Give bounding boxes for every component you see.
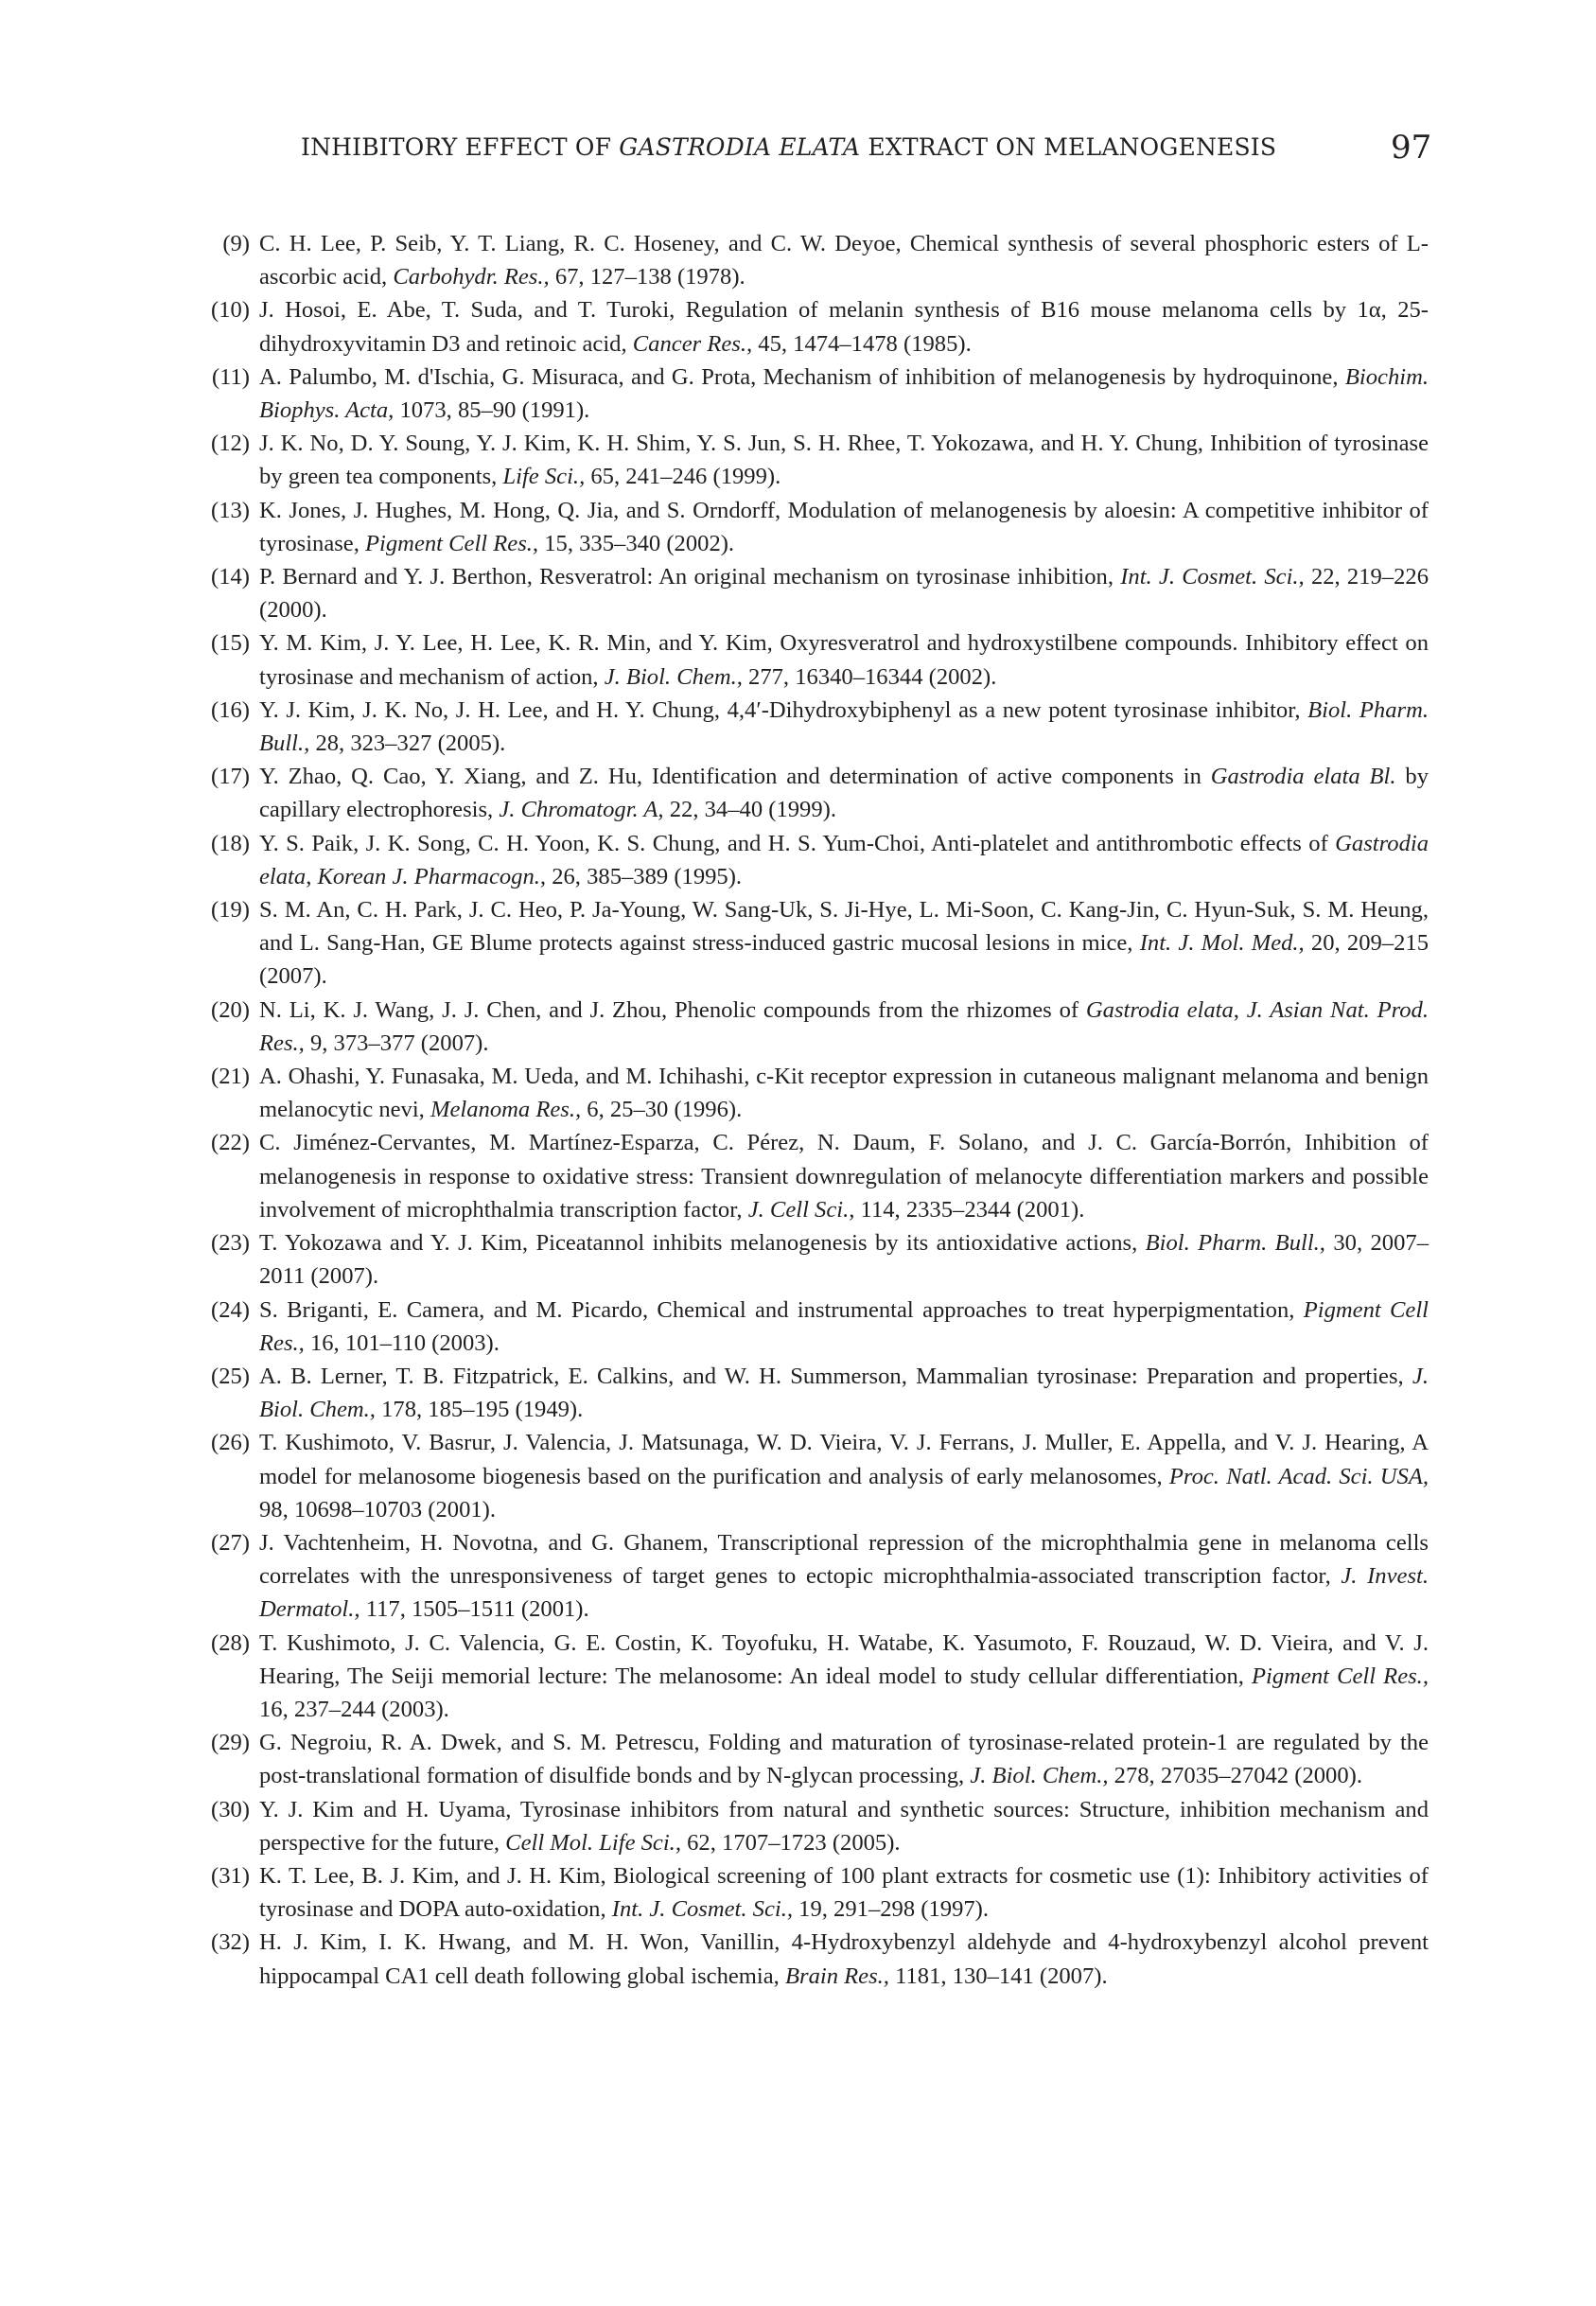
page-number: 97: [1391, 129, 1432, 167]
reference-number: (16): [211, 696, 250, 723]
reference-segment: 22, 34–40 (1999).: [663, 797, 836, 823]
reference-segment: 16, 101–110 (2003).: [304, 1329, 500, 1356]
reference-source: J. Cell Sci.,: [747, 1196, 855, 1223]
reference-segment: 30, 2007–2011 (2007).: [259, 1230, 1429, 1290]
reference-number: (10): [211, 297, 250, 324]
running-head: [0, 131, 1596, 168]
reference-source: Korean J. Pharmacogn.,: [317, 863, 547, 889]
reference-source: Gastrodia elata Bl.: [1210, 764, 1396, 790]
reference-entry: [197, 1294, 1429, 1360]
reference-number: (18): [211, 830, 250, 856]
reference-text: [259, 1926, 1429, 1992]
reference-list: [197, 227, 1429, 1993]
reference-entry: [197, 227, 1429, 293]
reference-text: [259, 626, 1429, 693]
reference-segment: J. Hosoi, E. Abe, T. Suda, and T. Turoki, Regulation of melanin synthesis of B16 mouse melanoma cells by 1α, 25-dihydroxyvitamin D3 and retinoic acid,: [259, 297, 1429, 357]
reference-entry: [197, 293, 1429, 360]
reference-text: [259, 427, 1429, 493]
reference-segment: Y. M. Kim, J. Y. Lee, H. Lee, K. R. Min, and Y. Kim, Oxyresveratrol and hydroxystilbene compounds. Inhibitory effect on tyrosinase and mechanism of action,: [259, 630, 1429, 690]
reference-entry: [197, 1627, 1429, 1727]
reference-number: (20): [211, 996, 250, 1023]
reference-text: [259, 893, 1429, 994]
reference-text: [259, 1627, 1429, 1727]
reference-segment: 62, 1707–1723 (2005).: [680, 1829, 901, 1856]
reference-source: Carbohydr. Res.,: [393, 264, 550, 290]
reference-segment: 65, 241–246 (1999).: [585, 464, 781, 490]
reference-text: [259, 694, 1429, 760]
reference-segment: Y. Zhao, Q. Cao, Y. Xiang, and Z. Hu, Identification and determination of active components in: [259, 764, 1211, 790]
reference-segment: ,: [1233, 996, 1247, 1023]
reference-segment: 15, 335–340 (2002).: [538, 530, 735, 556]
reference-segment: K. Jones, J. Hughes, M. Hong, Q. Jia, and S. Orndorff, Modulation of melanogenesis by aloesin: A competitive inhibitor of tyrosinase,: [259, 497, 1429, 556]
reference-segment: Y. J. Kim, J. K. No, J. H. Lee, and H. Y. Chung, 4,4′-Dihydroxybiphenyl as a new potent tyrosinase inhibitor,: [259, 696, 1308, 723]
reference-segment: 114, 2335–2344 (2001).: [854, 1196, 1085, 1223]
running-title-part2: EXTRACT ON MELANOGENESIS: [860, 133, 1277, 161]
reference-number: (24): [211, 1296, 250, 1323]
reference-text: [259, 827, 1429, 893]
reference-segment: Y. S. Paik, J. K. Song, C. H. Yoon, K. S. Chung, and H. S. Yum-Choi, Anti-platelet and antithrombotic effects of: [259, 830, 1336, 856]
reference-segment: 28, 323–327 (2005).: [309, 731, 506, 757]
reference-entry: [197, 1426, 1429, 1526]
reference-source: J. Biol. Chem.,: [970, 1763, 1109, 1789]
reference-text: [259, 1726, 1429, 1792]
reference-text: [259, 1360, 1429, 1426]
reference-text: [259, 1060, 1429, 1126]
reference-segment: C. H. Lee, P. Seib, Y. T. Liang, R. C. Hoseney, and C. W. Deyoe, Chemical synthesis of several phosphoric esters of L-ascorbic acid,: [259, 231, 1429, 290]
reference-entry: [197, 760, 1429, 826]
reference-text: [259, 1426, 1429, 1526]
reference-text: [259, 494, 1429, 560]
reference-segment: P. Bernard and Y. J. Berthon, Resveratrol: An original mechanism on tyrosinase inhibition,: [259, 564, 1121, 590]
reference-entry: [197, 1360, 1429, 1426]
reference-number: (29): [211, 1730, 250, 1756]
reference-segment: A. Palumbo, M. d'Ischia, G. Misuraca, and G. Prota, Mechanism of inhibition of melanogenesis by hydroquinone,: [259, 363, 1345, 390]
reference-entry: [197, 994, 1429, 1060]
reference-text: [259, 1859, 1429, 1926]
reference-text: [259, 1226, 1429, 1293]
reference-entry: [197, 893, 1429, 994]
reference-segment: A. Ohashi, Y. Funasaka, M. Ueda, and M. Ichihashi, c-Kit receptor expression in cutaneous malignant melanoma and benign melanocytic nevi,: [259, 1064, 1429, 1123]
reference-entry: [197, 427, 1429, 493]
reference-segment: N. Li, K. J. Wang, J. J. Chen, and J. Zhou, Phenolic compounds from the rhizomes of: [259, 996, 1086, 1023]
reference-segment: T. Kushimoto, J. C. Valencia, G. E. Costin, K. Toyofuku, H. Watabe, K. Yasumoto, F. Rouzaud, W. D. Vieira, and V. J. Hearing, The Seiji memorial lecture: The melanosome: An ideal model to study cellular differentiation,: [259, 1629, 1429, 1689]
reference-segment: 67, 127–138 (1978).: [549, 264, 745, 290]
reference-number: (9): [222, 231, 250, 256]
reference-source: J. Biol. Chem.,: [259, 1363, 1429, 1423]
reference-source: Pigment Cell Res.,: [365, 530, 539, 556]
reference-segment: 98, 10698–10703 (2001).: [259, 1496, 497, 1523]
reference-source: Int. J. Mol. Med.,: [1139, 930, 1305, 957]
reference-number: (27): [211, 1529, 250, 1556]
reference-segment: ,: [306, 863, 318, 889]
reference-entry: [197, 1726, 1429, 1792]
reference-segment: A. B. Lerner, T. B. Fitzpatrick, E. Calkins, and W. H. Summerson, Mammalian tyrosinase: Preparation and properties,: [259, 1363, 1412, 1389]
reference-entry: [197, 361, 1429, 427]
reference-text: [259, 361, 1429, 427]
reference-source: Proc. Natl. Acad. Sci. USA,: [1168, 1463, 1429, 1489]
reference-number: (26): [211, 1430, 250, 1456]
reference-segment: 1073, 85–90 (1991).: [394, 397, 590, 424]
reference-source: Cell Mol. Life Sci.,: [505, 1829, 681, 1856]
reference-segment: 9, 373–377 (2007).: [304, 1030, 489, 1056]
reference-segment: 20, 209–215 (2007).: [259, 930, 1429, 990]
reference-segment: H. J. Kim, I. K. Hwang, and M. H. Won, Vanillin, 4-Hydroxybenzyl aldehyde and 4-hydroxybenzyl alcohol prevent hippocampal CA1 cell death following global ischemia,: [259, 1929, 1429, 1989]
reference-text: [259, 560, 1429, 626]
reference-entry: [197, 1793, 1429, 1859]
reference-entry: [197, 1926, 1429, 1992]
reference-segment: 178, 185–195 (1949).: [375, 1397, 584, 1423]
reference-source: J. Asian Nat. Prod. Res.,: [259, 996, 1429, 1056]
running-title-italic: GASTRODIA ELATA: [619, 133, 861, 161]
reference-number: (11): [211, 363, 250, 390]
reference-segment: J. Vachtenheim, H. Novotna, and G. Ghanem, Transcriptional repression of the microphthalmia gene in melanoma cells correlates with the unresponsiveness of target genes to ectopic microphthalmia-associated transcription factor,: [259, 1529, 1429, 1590]
reference-source: J. Chromatogr. A,: [499, 797, 664, 823]
reference-number: (17): [211, 764, 250, 790]
reference-source: Gastrodia elata: [1085, 996, 1234, 1023]
reference-segment: by capillary electrophoresis,: [259, 764, 1429, 823]
reference-number: (15): [211, 630, 250, 657]
reference-source: J. Invest. Dermatol.,: [259, 1563, 1429, 1623]
reference-segment: J. K. No, D. Y. Soung, Y. J. Kim, K. H. Shim, Y. S. Jun, S. H. Rhee, T. Yokozawa, and H. Y. Chung, Inhibition of tyrosinase by green tea components,: [259, 431, 1429, 490]
reference-number: (28): [211, 1629, 250, 1656]
reference-entry: [197, 694, 1429, 760]
reference-segment: C. Jiménez-Cervantes, M. Martínez-Esparza, C. Pérez, N. Daum, F. Solano, and J. C. García-Borrón, Inhibition of melanogenesis in response to oxidative stress: Transient downregulation of melanocyte differentiation markers and possible involvement of microphthalmia transcription factor,: [259, 1130, 1429, 1223]
reference-number: (25): [211, 1363, 250, 1389]
reference-source: Biol. Pharm. Bull.,: [1145, 1230, 1325, 1257]
reference-text: [259, 1126, 1429, 1226]
reference-entry: [197, 1126, 1429, 1226]
reference-segment: 277, 16340–16344 (2002).: [742, 663, 997, 690]
reference-source: J. Biol. Chem.,: [604, 663, 743, 690]
reference-text: [259, 293, 1429, 360]
reference-text: [259, 227, 1429, 293]
reference-number: (12): [211, 431, 250, 457]
reference-source: Biol. Pharm. Bull.,: [259, 696, 1429, 757]
reference-number: (13): [211, 497, 250, 523]
reference-entry: [197, 1226, 1429, 1293]
reference-entry: [197, 1060, 1429, 1126]
reference-number: (30): [211, 1796, 250, 1822]
reference-source: Pigment Cell Res.,: [259, 1296, 1429, 1356]
reference-segment: 22, 219–226 (2000).: [259, 564, 1429, 624]
reference-number: (31): [211, 1862, 250, 1889]
reference-segment: 26, 385–389 (1995).: [546, 863, 743, 889]
reference-segment: 1181, 130–141 (2007).: [888, 1963, 1108, 1989]
reference-segment: T. Kushimoto, V. Basrur, J. Valencia, J. Matsunaga, W. D. Vieira, V. J. Ferrans, J. Muller, E. Appella, and V. J. Hearing, A model for melanosome biogenesis based on the purification and analysis of early melanosomes,: [259, 1430, 1429, 1489]
reference-entry: [197, 494, 1429, 560]
reference-text: [259, 1294, 1429, 1360]
reference-source: Int. J. Cosmet. Sci.,: [611, 1896, 794, 1923]
reference-source: Biochim. Biophys. Acta,: [259, 363, 1429, 424]
reference-segment: 117, 1505–1511 (2001).: [360, 1596, 589, 1623]
reference-source: Pigment Cell Res.,: [1252, 1663, 1429, 1689]
running-title-part1: INHIBITORY EFFECT OF: [301, 133, 620, 161]
reference-segment: G. Negroiu, R. A. Dwek, and S. M. Petrescu, Folding and maturation of tyrosinase-related protein-1 are regulated by the post-translational formation of disulfide bonds and by N-glycan processing,: [259, 1730, 1429, 1789]
reference-segment: T. Yokozawa and Y. J. Kim, Piceatannol inhibits melanogenesis by its antioxidative actions,: [259, 1230, 1146, 1257]
running-title: [301, 131, 1276, 165]
reference-text: [259, 1526, 1429, 1627]
reference-segment: 45, 1474–1478 (1985).: [752, 330, 972, 357]
reference-segment: 6, 25–30 (1996).: [581, 1097, 743, 1123]
reference-entry: [197, 1859, 1429, 1926]
reference-segment: S. Briganti, E. Camera, and M. Picardo, Chemical and instrumental approaches to treat hyperpigmentation,: [259, 1296, 1304, 1323]
reference-text: [259, 994, 1429, 1060]
reference-number: (22): [211, 1130, 250, 1156]
reference-source: Brain Res.,: [784, 1963, 889, 1989]
reference-number: (23): [211, 1230, 250, 1257]
reference-number: (21): [211, 1064, 250, 1090]
reference-number: (32): [211, 1929, 250, 1956]
reference-segment: 16, 237–244 (2003).: [259, 1696, 449, 1722]
reference-number: (19): [211, 897, 250, 924]
reference-entry: [197, 560, 1429, 626]
reference-text: [259, 760, 1429, 826]
reference-segment: S. M. An, C. H. Park, J. C. Heo, P. Ja-Young, W. Sang-Uk, S. Ji-Hye, L. Mi-Soon, C. Kang-Jin, C. Hyun-Suk, S. M. Heung, and L. Sang-Han, GE Blume protects against stress-induced gastric mucosal lesions in mice,: [259, 897, 1429, 957]
reference-segment: 19, 291–298 (1997).: [793, 1896, 989, 1923]
reference-source: Melanoma Res.,: [430, 1097, 582, 1123]
reference-entry: [197, 626, 1429, 693]
reference-source: Life Sci.,: [502, 464, 586, 490]
reference-source: Gastrodia elata: [259, 830, 1429, 889]
reference-segment: K. T. Lee, B. J. Kim, and J. H. Kim, Biological screening of 100 plant extracts for cosmetic use (1): Inhibitory activities of tyrosinase and DOPA auto-oxidation,: [259, 1862, 1429, 1923]
reference-text: [259, 1793, 1429, 1859]
reference-segment: 278, 27035–27042 (2000).: [1108, 1763, 1362, 1789]
reference-segment: Y. J. Kim and H. Uyama, Tyrosinase inhibitors from natural and synthetic sources: Structure, inhibition mechanism and perspective for the future,: [259, 1796, 1429, 1856]
reference-entry: [197, 827, 1429, 893]
reference-source: Int. J. Cosmet. Sci.,: [1120, 564, 1305, 590]
reference-entry: [197, 1526, 1429, 1627]
reference-number: (14): [211, 564, 250, 590]
reference-source: Cancer Res.,: [632, 330, 753, 357]
